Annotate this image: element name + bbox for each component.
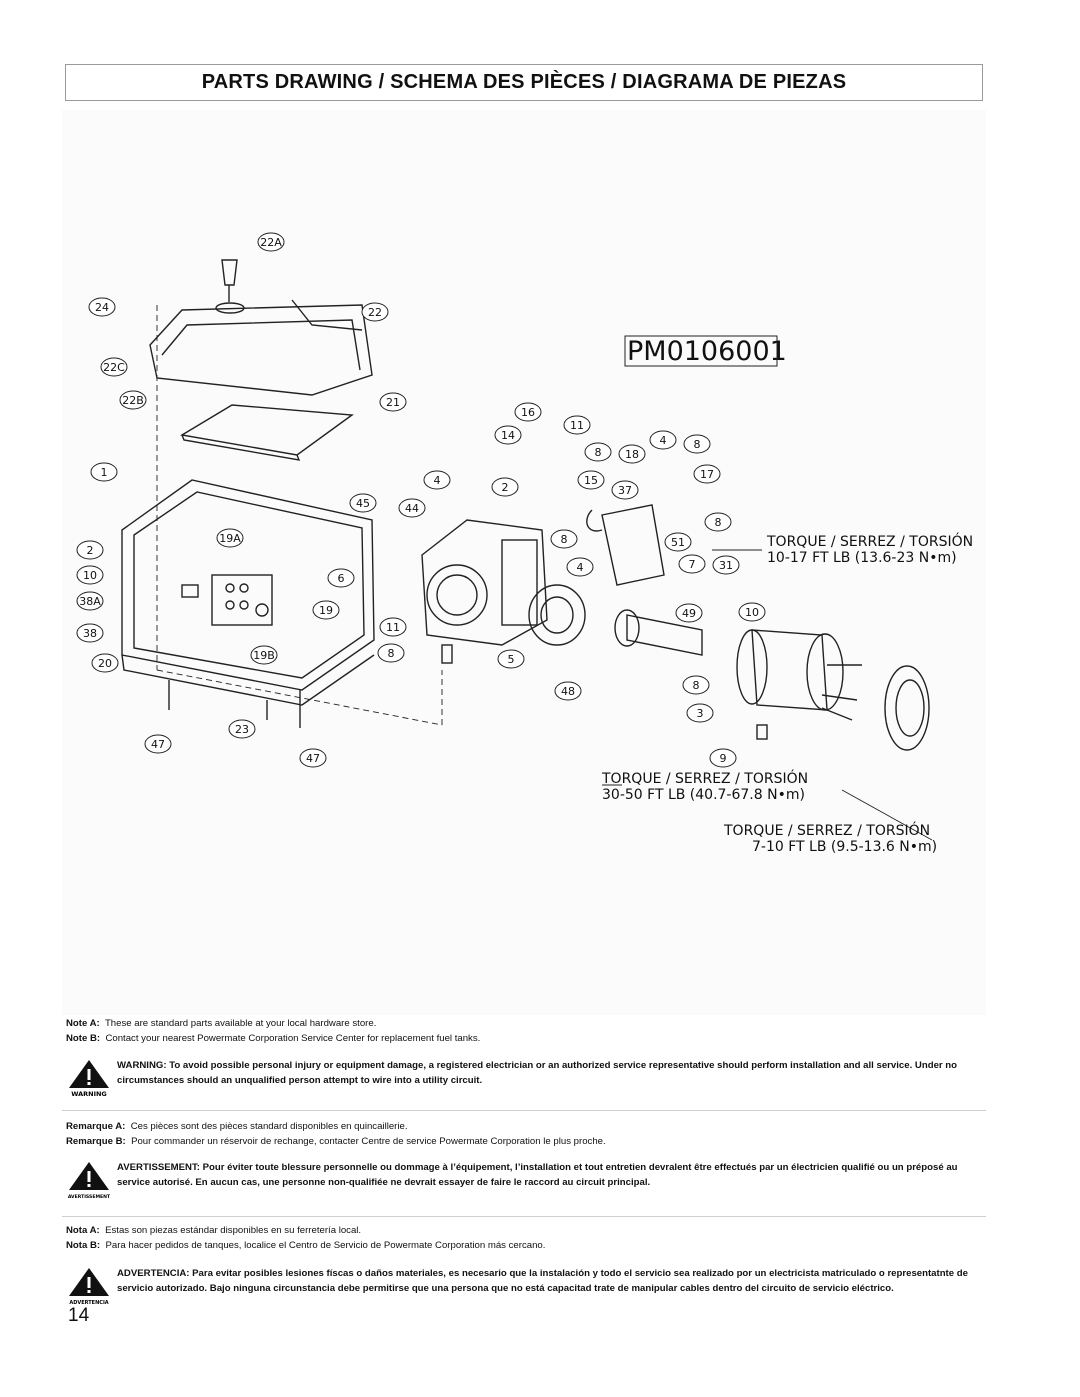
callout-label: 31 <box>719 559 733 572</box>
callout-label: 20 <box>98 657 112 670</box>
callout-label: 47 <box>306 752 320 765</box>
warning-english <box>66 1058 982 1102</box>
callout-label: 6 <box>337 572 345 585</box>
callout-label: 22C <box>103 361 125 374</box>
callout-label: 21 <box>386 396 400 409</box>
callout-label: 18 <box>625 448 639 461</box>
callout-label: 8 <box>387 647 395 660</box>
advertencia-text: ADVERTENCIA: Para evitar posibles lesiones físcas o daños materiales, es necesario que la instalación y todo el servicio sea realizado por un electricista matriculado o representatnte de servicio autorizado. Bajo ninguna circunstancia debe permitirse que una persona que no está capacitad trate de manipular cables dentro del circuito de servicio eléctrico. <box>117 1268 968 1294</box>
muffler <box>602 505 664 585</box>
callout-label: 49 <box>682 607 696 620</box>
callout-label: 8 <box>560 533 568 546</box>
callout-label: 8 <box>692 679 700 692</box>
title-box <box>65 64 983 101</box>
note-b-text: Contact your nearest Powermate Corporation Service Center for replacement fuel tanks. <box>105 1033 481 1044</box>
callout-label: 5 <box>507 653 515 666</box>
control-panel <box>212 575 272 625</box>
notes-english <box>66 1016 480 1046</box>
callout-label: 37 <box>618 484 632 497</box>
note-b-label: Note B: <box>66 1033 101 1044</box>
callout-label: 17 <box>700 468 714 481</box>
svg-text:ADVERTENCIA: ADVERTENCIA <box>69 1300 109 1306</box>
remarque-a-label: Remarque A: <box>66 1121 126 1132</box>
notes-spanish <box>66 1223 545 1253</box>
nota-a-text: Estas son piezas estándar disponibles en su ferretería local. <box>105 1225 362 1236</box>
callout-label: 44 <box>405 502 419 515</box>
callout-label: 8 <box>714 516 722 529</box>
notes-french <box>66 1119 606 1149</box>
callout-label: 4 <box>433 474 441 487</box>
torque-note-2-title: TORQUE / SERREZ / TORSIÓN <box>602 771 809 787</box>
separator <box>62 1216 986 1217</box>
callout-label: 47 <box>151 738 165 751</box>
callout-label: 22 <box>368 306 382 319</box>
callout-label: 11 <box>570 419 584 432</box>
callout-label: 1 <box>100 466 108 479</box>
warning-icon <box>66 1058 112 1098</box>
warning-spanish <box>66 1266 982 1316</box>
advertencia-icon <box>66 1266 112 1306</box>
separator <box>62 1110 986 1111</box>
svg-text:WARNING: WARNING <box>71 1090 107 1098</box>
note-a-text: These are standard parts available at your local hardware store. <box>104 1018 377 1029</box>
callout-label: 48 <box>561 685 575 698</box>
avertissement-icon <box>66 1160 112 1200</box>
torque-note-2-value: 30-50 FT LB (40.7-67.8 N•m) <box>602 787 805 803</box>
remarque-b-label: Remarque B: <box>66 1136 126 1147</box>
callout-label: 38A <box>79 595 101 608</box>
callout-label: 4 <box>576 561 584 574</box>
callout-label: 3 <box>696 707 704 720</box>
svg-text:AVERTISSEMENT: AVERTISSEMENT <box>67 1195 111 1200</box>
callout-label: 51 <box>671 536 685 549</box>
remarque-a-text: Ces pièces sont des pièces standard disponibles en quincaillerie. <box>130 1121 408 1132</box>
page-title: PARTS DRAWING / SCHEMA DES PIÈCES / DIAGRAMA DE PIEZAS <box>201 71 847 93</box>
warning-text: WARNING: To avoid possible personal injury or equipment damage, a registered electrician or an authorized service representative should perform installation and all service. Under no circumstances should an unqualified person attempt to wire into a utility circuit. <box>117 1060 958 1086</box>
end-cover <box>885 666 929 750</box>
callout-label: 15 <box>584 474 598 487</box>
callout-label: 10 <box>745 606 759 619</box>
tank-tray <box>182 405 352 455</box>
callout-label: 10 <box>83 569 97 582</box>
callout-label: 2 <box>86 544 94 557</box>
callout-label: 19B <box>253 649 275 662</box>
torque-note-3-value: 7-10 FT LB (9.5-13.6 N•m) <box>752 839 938 855</box>
callout-label: 9 <box>719 752 727 765</box>
note-a-label: Note A: <box>66 1018 100 1029</box>
callout-label: 7 <box>688 558 696 571</box>
warning-french <box>66 1160 982 1206</box>
callout-label: 4 <box>659 434 667 447</box>
callout-label: 38 <box>83 627 97 640</box>
callout-label: 16 <box>521 406 535 419</box>
model-code: PM0106001 <box>627 336 787 367</box>
callout-label: 19A <box>219 532 241 545</box>
torque-note-3-title: TORQUE / SERREZ / TORSIÓN <box>724 823 931 839</box>
callout-label: 8 <box>594 446 602 459</box>
callout-label: 8 <box>693 438 701 451</box>
page-number: 14 <box>68 1305 90 1326</box>
torque-note-1-value: 10-17 FT LB (13.6-23 N•m) <box>767 550 957 566</box>
fuel-tank <box>150 305 372 395</box>
callout-label: 19 <box>319 604 333 617</box>
callout-label: 2 <box>501 481 509 494</box>
callout-label: 24 <box>95 301 109 314</box>
nota-b-label: Nota B: <box>66 1240 101 1251</box>
nota-a-label: Nota A: <box>66 1225 100 1236</box>
parts-drawing <box>62 110 986 1015</box>
avertissement-text: AVERTISSEMENT: Pour éviter toute blessure personnelle ou dommage à l’équipement, l’installation et tout entretien devralent être effectués par un électricien qualifié ou un préposé au service autorisé. En aucun cas, une personne non-qualifiée ne devrait essayer de faire le raccord au circuit principal. <box>117 1162 958 1188</box>
callout-label: 45 <box>356 497 370 510</box>
remarque-b-text: Pour commander un réservoir de rechange, contacter Centre de service Powermate Corporation le plus proche. <box>131 1136 606 1147</box>
part-callouts <box>77 233 765 767</box>
nota-b-text: Para hacer pedidos de tanques, localice el Centro de Servicio de Powermate Corporation más cercano. <box>105 1240 546 1251</box>
parts-diagram-svg <box>62 110 986 1015</box>
callout-label: 22B <box>122 394 144 407</box>
callout-label: 22A <box>260 236 282 249</box>
callout-label: 14 <box>501 429 515 442</box>
callout-label: 11 <box>386 621 400 634</box>
torque-note-1-title: TORQUE / SERREZ / TORSIÓN <box>767 534 974 550</box>
callout-label: 23 <box>235 723 249 736</box>
